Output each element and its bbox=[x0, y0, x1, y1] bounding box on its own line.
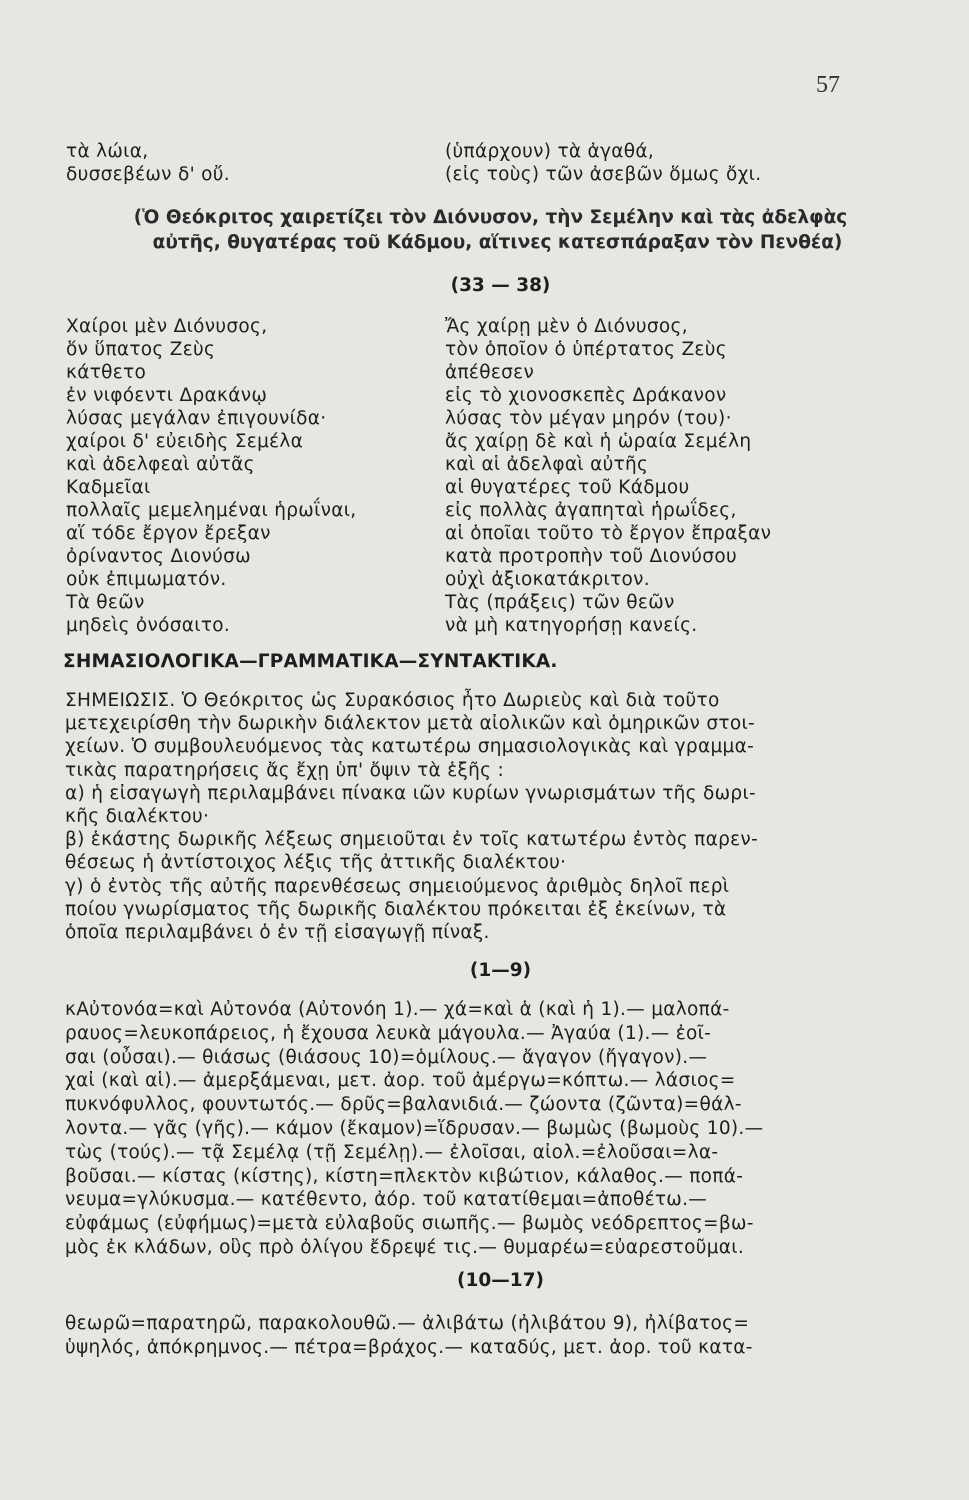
notes-line: ποίου γνωρίσματος τῆς δωρικῆς διαλέκτου πρόκειται ἐξ ἐκείνων, τὰ bbox=[65, 898, 727, 920]
poem-line: ὀρίναντος Διονύσω bbox=[66, 546, 251, 567]
translation-line: Ἄς χαίρῃ μὲν ὁ Διόνυσος, bbox=[445, 316, 688, 337]
translation-line: εἰς πολλὰς ἀγαπηταὶ ἡρωΐδες, bbox=[445, 500, 737, 521]
vocab-line: κΑὐτονόα=καὶ Αὐτονόα (Αὐτονόη 1).— χά=καὶ ἁ (καὶ ἡ 1).— μαλοπά- bbox=[65, 999, 730, 1020]
vocab-line: πυκνόφυλλος, φουντωτός.— δρῦς=βαλανιδιά.— ζώοντα (ζῶντα)=θάλ- bbox=[65, 1094, 742, 1116]
page-number: 57 bbox=[816, 72, 840, 98]
translation-line: καὶ αἱ ἀδελφαὶ αὐτῆς bbox=[445, 454, 649, 475]
intro-line: (Ὁ Θεόκριτος χαιρετίζει τὸν Διόνυσον, τὴν Σεμέλην καὶ τὰς ἀδελφὰς bbox=[133, 207, 848, 228]
vocab-line: ραυος=λευκοπάρειος, ἡ ἔχουσα λευκὰ μάγουλα.— Ἀγαύα (1).— ἐοῖ- bbox=[65, 1022, 712, 1044]
top-left-verse bbox=[66, 140, 230, 186]
verse-line: τὰ λώια, bbox=[66, 141, 149, 162]
translation-line: εἰς τὸ χιονοσκεπὲς Δράκανον bbox=[445, 385, 727, 406]
notes-line: β) ἑκάστης δωρικῆς λέξεως σημειοῦται ἐν τοῖς κατωτέρω ἐντὸς παρεν- bbox=[65, 829, 759, 851]
intro-paragraph bbox=[0, 205, 969, 255]
translation-line: (ὑπάρχουν) τὰ ἀγαθά, bbox=[445, 141, 655, 162]
vocab-line: ὑψηλός, ἀπόκρημνος.— πέτρα=βράχος.— καταδύς, μετ. ἀορ. τοῦ κατα- bbox=[65, 1336, 753, 1358]
translation-line: ἀπέθεσεν bbox=[445, 362, 535, 383]
vocab-line: λοντα.— γᾶς (γῆς).— κάμον (ἔκαμον)=ἵδρυσαν.— βωμὼς (βωμοὺς 10).— bbox=[65, 1117, 764, 1139]
poem-line: ὅν ὕπατος Ζεὺς bbox=[66, 339, 216, 360]
poem-line: οὐκ ἐπιμωματόν. bbox=[66, 569, 227, 590]
poem-line: Καδμεῖαι bbox=[66, 477, 151, 498]
verse-range-heading: (10—17) bbox=[457, 1270, 544, 1291]
translation-line: ἄς χαίρῃ δὲ καὶ ἡ ὡραία Σεμέλη bbox=[445, 431, 752, 452]
verse-line: δυσσεβέων δ' οὔ. bbox=[66, 164, 230, 185]
vocab-line: βοῦσαι.— κίστας (κίστης), κίστη=πλεκτὸν κιβώτιον, κάλαθος.— ποπά- bbox=[65, 1165, 744, 1187]
intro-line: αὐτῆς, θυγατέρας τοῦ Κάδμου, αἵτινες κατεσπάραξαν τὸν Πενθέα) bbox=[152, 232, 843, 253]
translation-line: αἱ ὁποῖαι τοῦτο τὸ ἔργον ἔπραξαν bbox=[445, 523, 772, 544]
poem-translation-column bbox=[445, 315, 771, 637]
vocab-line: χαἰ (καὶ αἱ).— ἀμερξάμεναι, μετ. ἀορ. τοῦ ἀμέργω=κόπτω.— λάσιος= bbox=[65, 1070, 736, 1092]
notes-line: χείων. Ὁ συμβουλευόμενος τὰς κατωτέρω σημασιολογικὰς καὶ γραμμα- bbox=[65, 736, 755, 758]
vocabulary-block bbox=[65, 1312, 855, 1360]
section-heading: ΣΗΜΑΣΙΟΛΟΓΙΚΑ—ΓΡΑΜΜΑΤΙΚΑ—ΣΥΝΤΑΚΤΙΚΑ. bbox=[63, 651, 558, 672]
notes-paragraph bbox=[65, 689, 855, 944]
poem-line: καὶ ἀδελφεαὶ αὐτᾶς bbox=[66, 454, 255, 475]
notes-line: γ) ὁ ἐντὸς τῆς αὐτῆς παρενθέσεως σημειούμενος ἀριθμὸς δηλοῖ περὶ bbox=[65, 875, 730, 897]
poem-line: αἵ τόδε ἔργον ἔρεξαν bbox=[66, 523, 271, 544]
top-right-translation bbox=[445, 140, 761, 186]
notes-line: θέσεως ἡ ἀντίστοιχος λέξις τῆς ἀττικῆς διαλέκτου· bbox=[65, 852, 567, 874]
notes-line: κῆς διαλέκτου· bbox=[65, 806, 210, 828]
vocab-line: νευμα=γλύκυσμα.— κατέθεντο, ἀόρ. τοῦ κατατίθεμαι=ἀποθέτω.— bbox=[65, 1189, 708, 1211]
poem-line: κάτθετο bbox=[66, 362, 147, 383]
notes-line: τικὰς παρατηρήσεις ἄς ἔχῃ ὑπ' ὄψιν τὰ ἑξῆς : bbox=[65, 759, 505, 781]
poem-line: λύσας μεγάλαν ἐπιγουνίδα· bbox=[66, 408, 327, 429]
poem-line: μηδεὶς ὀνόσαιτο. bbox=[66, 615, 231, 636]
poem-line: ἐν νιφόεντι Δρακάνῳ bbox=[66, 385, 268, 406]
vocab-line: μὸς ἐκ κλάδων, οὓς πρὸ ὀλίγου ἔδρεψέ τις.— θυμαρέω=εὐαρεστοῦμαι. bbox=[65, 1236, 745, 1258]
vocab-line: εὐφάμως (εὐφήμως)=μετὰ εὐλαβοῦς σιωπῆς.— βωμὸς νεόδρεπτος=βω- bbox=[65, 1213, 754, 1235]
verse-range-heading: (1—9) bbox=[469, 960, 532, 981]
vocab-line: σαι (οὖσαι).— θιάσως (θιάσους 10)=ὁμίλους.— ἄγαγον (ἤγαγον).— bbox=[65, 1046, 708, 1068]
translation-line: (εἰς τοὺς) τῶν ἀσεβῶν ὅμως ὄχι. bbox=[445, 164, 762, 185]
poem-line: χαίροι δ' εὐειδὴς Σεμέλα bbox=[66, 431, 304, 452]
vocab-line: τὼς (τούς).— τᾷ Σεμέλᾳ (τῇ Σεμέλῃ).— ἐλοῖσαι, αἰολ.=ἐλοῦσαι=λα- bbox=[65, 1141, 719, 1163]
translation-line: λύσας τὸν μέγαν μηρόν (του)· bbox=[445, 408, 732, 429]
notes-line: ΣΗΜΕΙΩΣΙΣ. Ὁ Θεόκριτος ὡς Συρακόσιος ἦτο Δωριεὺς καὶ διὰ τοῦτο bbox=[65, 690, 720, 711]
poem-line: Χαίροι μὲν Διόνυσος, bbox=[66, 316, 268, 337]
poem-greek-column bbox=[66, 315, 357, 637]
vocabulary-block bbox=[65, 998, 855, 1260]
poem-line: πολλαῖς μεμελημέναι ἡρωΐναι, bbox=[66, 500, 357, 521]
translation-line: κατὰ προτροπὴν τοῦ Διονύσου bbox=[445, 546, 737, 567]
verse-range-heading: (33 — 38) bbox=[450, 275, 551, 296]
translation-line: οὐχὶ ἀξιοκατάκριτον. bbox=[445, 569, 650, 590]
notes-line: ὁποῖα περιλαμβάνει ὁ ἐν τῇ εἰσαγωγῇ πίναξ. bbox=[65, 922, 490, 944]
notes-line: μετεχειρίσθη τὴν δωρικὴν διάλεκτον μετὰ αἰολικῶν καὶ ὁμηρικῶν στοι- bbox=[65, 713, 755, 735]
notes-line: α) ἡ εἰσαγωγὴ περιλαμβάνει πίνακα ιῶν κυρίων γνωρισμάτων τῆς δωρι- bbox=[65, 782, 756, 804]
translation-line: νὰ μὴ κατηγορήσῃ κανείς. bbox=[445, 615, 698, 636]
poem-line: Τὰ θεῶν bbox=[66, 592, 145, 613]
translation-line: τὸν ὁποῖον ὁ ὑπέρτατος Ζεὺς bbox=[445, 339, 727, 360]
translation-line: αἱ θυγατέρες τοῦ Κάδμου bbox=[445, 477, 690, 498]
translation-line: Τὰς (πράξεις) τῶν θεῶν bbox=[445, 592, 675, 613]
vocab-line: θεωρῶ=παρατηρῶ, παρακολουθῶ.— ἀλιβάτω (ἠλιβάτου 9), ἠλίβατος= bbox=[65, 1313, 750, 1334]
